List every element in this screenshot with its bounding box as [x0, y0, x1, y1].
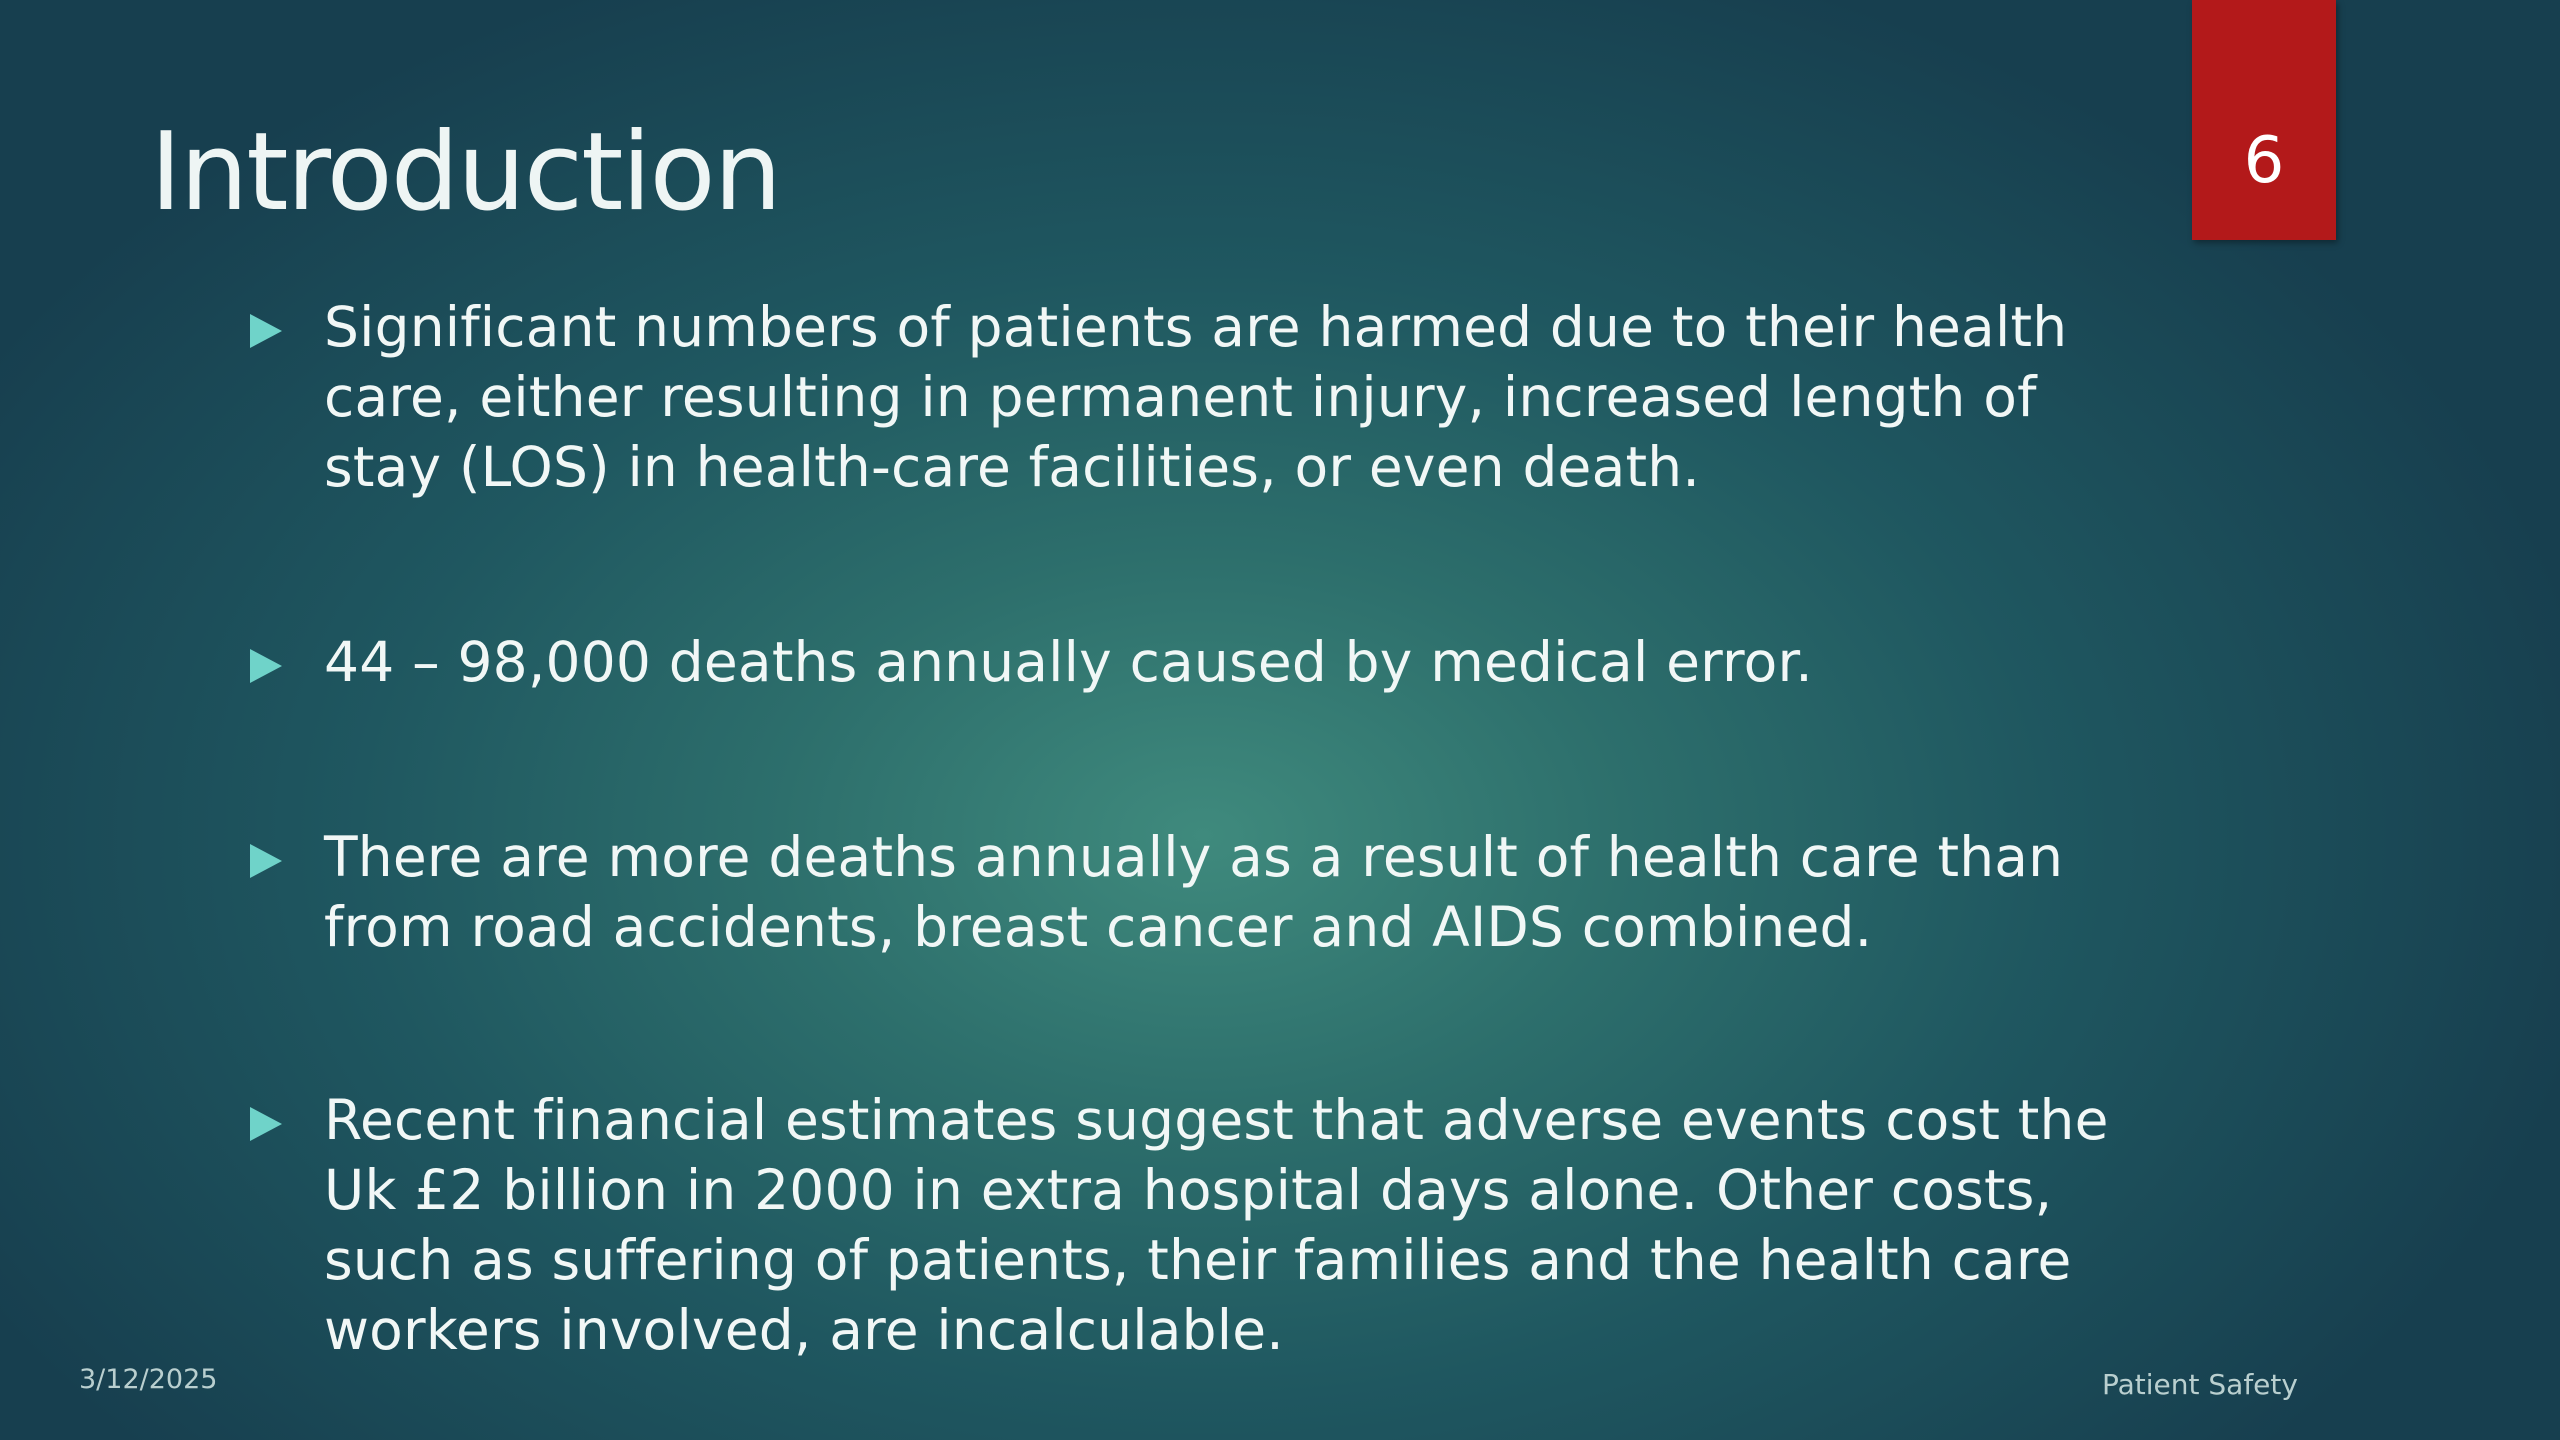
bullet-text: Recent financial estimates suggest that adverse events cost the Uk £2 billion in 2000 in extra hospital days alone. Other costs, such as suffering of patients, their families and the health care workers involved, are incalculable. [324, 1088, 2109, 1362]
footer-date: 3/12/2025 [79, 1364, 218, 1395]
bullet-item [250, 627, 2154, 697]
page-number: 6 [2243, 124, 2285, 198]
bullet-item [250, 822, 2154, 962]
footer-title: Patient Safety [2102, 1368, 2298, 1401]
page-number-tab [2192, 0, 2336, 240]
bullet-item [250, 1085, 2154, 1365]
triangle-arrow-icon [250, 314, 282, 348]
triangle-arrow-icon [250, 844, 282, 878]
triangle-arrow-icon [250, 649, 282, 683]
bullet-text: There are more deaths annually as a result of health care than from road accidents, breast cancer and AIDS combined. [324, 825, 2064, 959]
bullet-text: 44 – 98,000 deaths annually caused by medical error. [324, 630, 1813, 694]
bullet-text: Significant numbers of patients are harmed due to their health care, either resulting in permanent injury, increased length of stay (LOS) in health-care facilities, or even death. [324, 295, 2068, 499]
bullet-item [250, 292, 2154, 502]
slide-title: Introduction [150, 110, 781, 235]
triangle-arrow-icon [250, 1107, 282, 1141]
